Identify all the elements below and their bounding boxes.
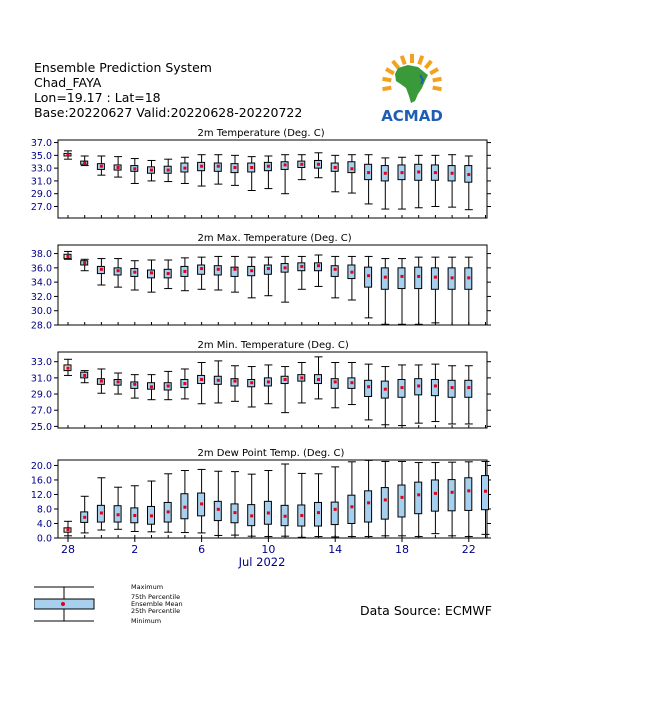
mean-marker xyxy=(250,269,253,272)
y-tick-label: 25.0 xyxy=(30,421,52,433)
mean-marker xyxy=(83,261,86,264)
box-iqr xyxy=(431,480,438,511)
y-tick-label: 0.0 xyxy=(36,533,52,545)
mean-marker xyxy=(484,490,487,493)
mean-marker xyxy=(250,381,253,384)
y-tick-label: 4.0 xyxy=(36,518,52,530)
mean-marker xyxy=(451,386,454,389)
mean-marker xyxy=(83,162,86,165)
mean-marker xyxy=(401,275,404,278)
mean-marker xyxy=(367,501,370,504)
header-dates: Base:20220627 Valid:20220628-20220722 xyxy=(34,105,303,120)
mean-marker xyxy=(234,380,237,383)
y-tick-label: 16.0 xyxy=(30,475,52,487)
y-tick-label: 20.0 xyxy=(30,460,52,472)
x-tick-label: 18 xyxy=(395,543,409,556)
y-tick-label: 33.0 xyxy=(30,357,52,369)
mean-marker xyxy=(100,165,103,168)
mean-marker xyxy=(267,165,270,168)
y-tick-label: 36.0 xyxy=(30,263,52,275)
mean-marker xyxy=(401,496,404,499)
mean-marker xyxy=(384,498,387,501)
panel-title: 2m Temperature (Deg. C) xyxy=(197,128,325,139)
mean-marker xyxy=(167,510,170,513)
x-tick-label: 10 xyxy=(261,543,276,556)
box-iqr xyxy=(214,501,221,520)
y-tick-label: 27.0 xyxy=(30,201,52,213)
panel-title: 2m Max. Temperature (Deg. C) xyxy=(197,233,352,244)
box-iqr xyxy=(348,162,355,173)
y-tick-label: 31.0 xyxy=(30,176,52,188)
acmad-logo xyxy=(372,54,452,126)
y-tick-label: 28.0 xyxy=(30,320,52,332)
mean-marker xyxy=(467,173,470,176)
mean-marker xyxy=(100,268,103,271)
mean-marker xyxy=(67,255,70,258)
mean-marker xyxy=(167,272,170,275)
mean-marker xyxy=(434,276,437,279)
mean-marker xyxy=(284,163,287,166)
mean-marker xyxy=(100,380,103,383)
mean-marker xyxy=(317,511,320,514)
mean-marker xyxy=(417,493,420,496)
mean-marker xyxy=(183,167,186,170)
mean-marker xyxy=(183,506,186,509)
y-tick-label: 38.0 xyxy=(30,249,52,261)
mean-marker xyxy=(434,384,437,387)
mean-marker xyxy=(217,508,220,511)
mean-marker xyxy=(367,274,370,277)
y-tick-label: 8.0 xyxy=(36,504,52,516)
box-iqr xyxy=(348,495,355,523)
x-month-label: Jul 2022 xyxy=(238,555,286,569)
box-iqr xyxy=(365,380,372,396)
mean-marker xyxy=(250,166,253,169)
logo-text: ACMAD xyxy=(381,107,443,125)
mean-marker xyxy=(200,267,203,270)
mean-marker xyxy=(384,172,387,175)
y-tick-label: 33.0 xyxy=(30,163,52,175)
mean-marker xyxy=(350,381,353,384)
mean-marker xyxy=(150,271,153,274)
mean-marker xyxy=(133,514,136,517)
y-tick-label: 30.0 xyxy=(30,306,52,318)
x-tick-label: 6 xyxy=(198,543,206,556)
box-iqr xyxy=(431,379,438,395)
mean-marker xyxy=(183,270,186,273)
legend xyxy=(34,583,204,625)
x-tick-label: 28 xyxy=(61,543,75,556)
mean-marker xyxy=(83,374,86,377)
mean-marker xyxy=(267,380,270,383)
mean-marker xyxy=(401,386,404,389)
panel-frame xyxy=(58,460,487,538)
mean-marker xyxy=(350,271,353,274)
y-tick-label: 12.0 xyxy=(30,489,52,501)
mean-marker xyxy=(267,267,270,270)
mean-marker xyxy=(401,171,404,174)
mean-marker xyxy=(117,380,120,383)
y-tick-label: 27.0 xyxy=(30,405,52,417)
mean-marker xyxy=(234,511,237,514)
box-iqr xyxy=(381,488,388,520)
mean-marker xyxy=(417,275,420,278)
y-tick-label: 32.0 xyxy=(30,291,52,303)
mean-marker xyxy=(117,166,120,169)
mean-marker xyxy=(334,508,337,511)
mean-marker xyxy=(183,382,186,385)
mean-marker xyxy=(300,163,303,166)
mean-marker xyxy=(267,511,270,514)
mean-marker xyxy=(117,513,120,516)
mean-marker xyxy=(384,276,387,279)
header-coordinates: Lon=19.17 : Lat=18 xyxy=(34,90,161,105)
legend-75th-percentile: 75th Percentile xyxy=(131,593,181,601)
mean-marker xyxy=(451,276,454,279)
mean-marker xyxy=(133,167,136,170)
mean-marker xyxy=(133,271,136,274)
box-iqr xyxy=(398,485,405,517)
box-iqr xyxy=(448,480,455,511)
mean-marker xyxy=(284,378,287,381)
y-tick-label: 37.0 xyxy=(30,138,52,150)
y-tick-label: 35.0 xyxy=(30,150,52,162)
box-iqr xyxy=(331,379,338,389)
x-tick-label: 22 xyxy=(461,543,476,556)
mean-marker xyxy=(100,511,103,514)
mean-marker xyxy=(67,367,70,370)
panel-frame xyxy=(58,140,487,218)
legend-ensemble-mean: Ensemble Mean xyxy=(131,600,183,608)
mean-marker xyxy=(217,165,220,168)
mean-marker xyxy=(250,514,253,517)
mean-marker xyxy=(167,384,170,387)
y-tick-label: 29.0 xyxy=(30,189,52,201)
mean-marker xyxy=(200,378,203,381)
mean-marker xyxy=(350,505,353,508)
legend-maximum: Maximum xyxy=(131,583,164,591)
header-title: Ensemble Prediction System xyxy=(34,60,212,75)
box-iqr xyxy=(365,491,372,522)
panel-title: 2m Dew Point Temp. (Deg. C) xyxy=(197,448,345,459)
box-iqr xyxy=(331,502,338,524)
mean-marker xyxy=(384,388,387,391)
legend-minimum: Minimum xyxy=(131,617,162,625)
mean-marker xyxy=(217,379,220,382)
mean-marker xyxy=(334,166,337,169)
mean-marker xyxy=(467,386,470,389)
mean-marker xyxy=(334,380,337,383)
mean-marker xyxy=(167,169,170,172)
mean-marker xyxy=(317,378,320,381)
mean-marker xyxy=(300,376,303,379)
x-tick-label: 2 xyxy=(131,543,139,556)
box-iqr xyxy=(465,478,472,511)
mean-marker xyxy=(150,385,153,388)
y-tick-label: 34.0 xyxy=(30,277,52,289)
mean-marker xyxy=(417,384,420,387)
box-iqr xyxy=(398,268,405,289)
box-iqr xyxy=(331,266,338,277)
mean-marker xyxy=(284,266,287,269)
mean-marker xyxy=(67,153,70,156)
mean-marker xyxy=(284,515,287,518)
mean-marker xyxy=(317,264,320,267)
mean-marker xyxy=(200,502,203,505)
mean-marker xyxy=(200,165,203,168)
header-station: Chad_FAYA xyxy=(34,75,102,90)
mean-marker xyxy=(234,166,237,169)
mean-marker xyxy=(150,514,153,517)
mean-marker xyxy=(300,265,303,268)
mean-marker xyxy=(467,276,470,279)
mean-marker xyxy=(334,268,337,271)
africa-map-logo-icon xyxy=(382,54,442,103)
panel-title: 2m Min. Temperature (Deg. C) xyxy=(197,340,349,351)
mean-marker xyxy=(467,489,470,492)
mean-marker xyxy=(117,269,120,272)
mean-marker xyxy=(434,171,437,174)
legend-25th-percentile: 25th Percentile xyxy=(131,607,181,615)
mean-marker xyxy=(417,170,420,173)
mean-marker xyxy=(234,268,237,271)
mean-marker xyxy=(67,528,70,531)
mean-marker xyxy=(367,171,370,174)
data-source-label: Data Source: ECMWF xyxy=(360,603,492,618)
x-tick-label: 14 xyxy=(328,543,343,556)
y-tick-label: 31.0 xyxy=(30,373,52,385)
mean-marker xyxy=(434,492,437,495)
mean-marker xyxy=(83,516,86,519)
mean-marker xyxy=(217,268,220,271)
box-iqr xyxy=(415,482,422,514)
panel-frame xyxy=(58,352,487,428)
mean-marker xyxy=(367,385,370,388)
mean-marker xyxy=(350,167,353,170)
mean-marker xyxy=(150,169,153,172)
mean-marker xyxy=(317,163,320,166)
box-iqr xyxy=(315,502,322,526)
y-tick-label: 29.0 xyxy=(30,389,52,401)
mean-marker xyxy=(133,383,136,386)
mean-marker xyxy=(451,172,454,175)
mean-marker xyxy=(300,514,303,517)
mean-marker xyxy=(451,491,454,494)
